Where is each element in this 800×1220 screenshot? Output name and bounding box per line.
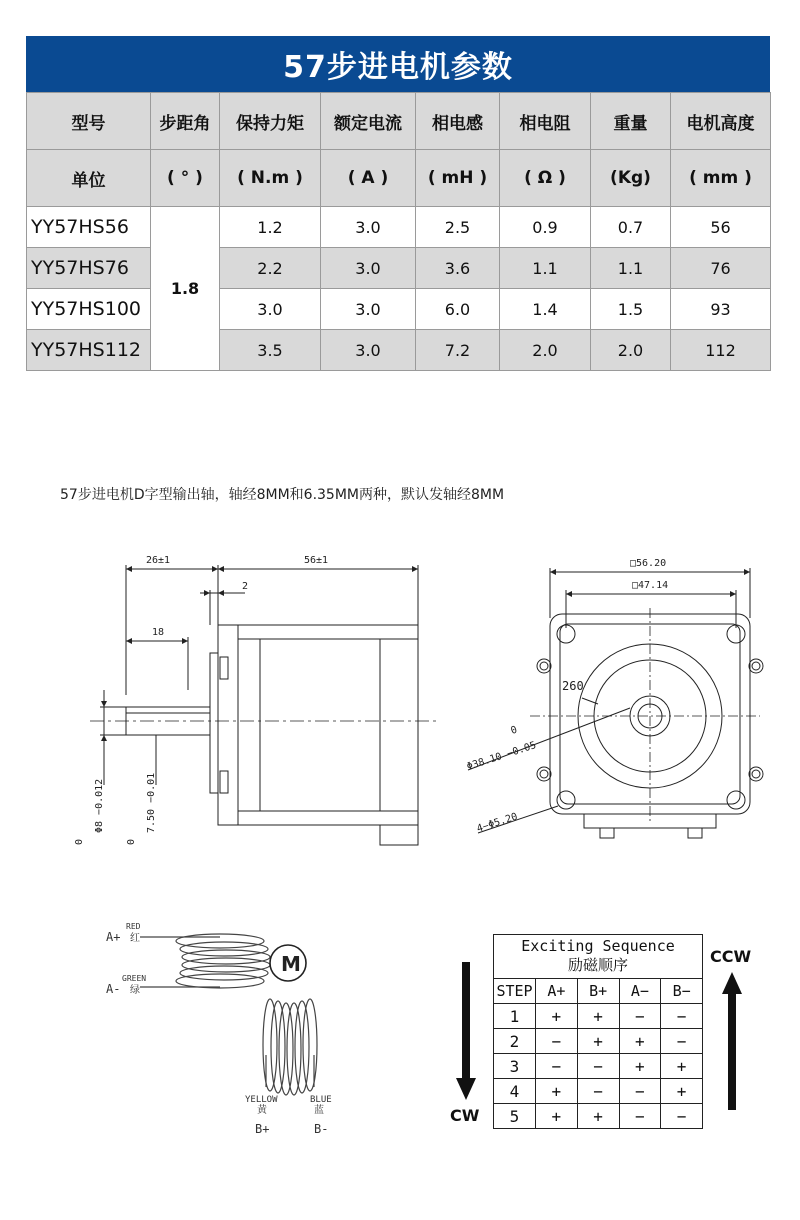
sequence-header-cell: B+ bbox=[577, 979, 619, 1004]
exciting-sequence-table bbox=[493, 934, 703, 1129]
table-row bbox=[27, 248, 771, 289]
wiring-diagram bbox=[100, 915, 360, 1145]
model-cell: YY57HS56 bbox=[27, 207, 151, 248]
unit-cell: ( N.m ) bbox=[220, 150, 321, 207]
step-angle-cell: 1.8 bbox=[151, 207, 220, 371]
cw-label: CW bbox=[450, 1106, 480, 1125]
table-row bbox=[27, 330, 771, 371]
units-row bbox=[27, 150, 771, 207]
sequence-cell: − bbox=[661, 1104, 703, 1129]
sequence-cell: 5 bbox=[494, 1104, 536, 1129]
unit-cell: ( mm ) bbox=[671, 150, 771, 207]
sequence-row bbox=[494, 1079, 703, 1104]
torque-cell: 2.2 bbox=[220, 248, 321, 289]
sequence-title bbox=[493, 934, 703, 978]
sequence-cell: + bbox=[536, 1104, 578, 1129]
dim-hole-diameter: 4−Φ5.20 bbox=[475, 811, 520, 835]
header-cell: 相电感 bbox=[416, 93, 500, 150]
sequence-cell: 2 bbox=[494, 1029, 536, 1054]
sequence-cell: − bbox=[577, 1079, 619, 1104]
a-plus-label: A+ bbox=[106, 930, 121, 944]
sequence-row bbox=[494, 1004, 703, 1029]
dim-boss-diameter: Φ38.10 −0.05 bbox=[465, 740, 538, 773]
inductance-cell: 6.0 bbox=[416, 289, 500, 330]
sequence-cell: + bbox=[661, 1079, 703, 1104]
resistance-cell: 0.9 bbox=[500, 207, 591, 248]
dim-flat-length: 18 bbox=[152, 627, 165, 638]
sequence-cell: − bbox=[536, 1054, 578, 1079]
sequence-row bbox=[494, 1054, 703, 1079]
torque-cell: 1.2 bbox=[220, 207, 321, 248]
dim-shaft-length: 26±1 bbox=[146, 555, 171, 566]
current-cell: 3.0 bbox=[321, 248, 416, 289]
sequence-cell: + bbox=[577, 1104, 619, 1129]
spec-table bbox=[26, 36, 770, 371]
dim-flat-depth: 7.50 −0.01 bbox=[146, 772, 157, 833]
dim-boss-top: 0 bbox=[509, 724, 519, 737]
torque-cell: 3.5 bbox=[220, 330, 321, 371]
header-cell: 电机高度 bbox=[671, 93, 771, 150]
ccw-label: CCW bbox=[710, 947, 752, 966]
current-cell: 3.0 bbox=[321, 207, 416, 248]
sequence-cell: + bbox=[619, 1029, 661, 1054]
current-cell: 3.0 bbox=[321, 330, 416, 371]
sequence-cell: − bbox=[619, 1104, 661, 1129]
sequence-cell: − bbox=[536, 1029, 578, 1054]
height-cell: 76 bbox=[671, 248, 771, 289]
model-cell: YY57HS100 bbox=[27, 289, 151, 330]
sequence-cell: 3 bbox=[494, 1054, 536, 1079]
table-row bbox=[27, 207, 771, 248]
header-cell: 型号 bbox=[27, 93, 151, 150]
inductance-cell: 2.5 bbox=[416, 207, 500, 248]
blue-cn-label: 蓝 bbox=[314, 1105, 324, 1116]
green-cn-label: 绿 bbox=[130, 985, 140, 996]
inductance-cell: 7.2 bbox=[416, 330, 500, 371]
dim-shaft-dia-top: 0 bbox=[74, 838, 85, 845]
b-plus-label: B+ bbox=[255, 1122, 270, 1136]
sequence-cell: − bbox=[619, 1079, 661, 1104]
weight-cell: 1.1 bbox=[591, 248, 671, 289]
header-cell: 保持力矩 bbox=[220, 93, 321, 150]
green-label: GREEN bbox=[122, 974, 147, 983]
yellow-label: YELLOW bbox=[245, 1095, 278, 1105]
sequence-title-en: Exciting Sequence bbox=[521, 937, 675, 955]
dim-shaft-diameter: Φ8 −0.012 bbox=[94, 778, 105, 833]
sequence-header-cell: B− bbox=[661, 979, 703, 1004]
sequence-title-cn: 励磁顺序 bbox=[567, 956, 628, 974]
sequence-header-row bbox=[494, 979, 703, 1004]
dim-flange: 2 bbox=[242, 581, 249, 592]
unit-cell: ( A ) bbox=[321, 150, 416, 207]
current-cell: 3.0 bbox=[321, 289, 416, 330]
red-label: RED bbox=[126, 922, 141, 931]
a-minus-label: A- bbox=[106, 982, 121, 996]
dim-hole-square: □47.14 bbox=[632, 580, 669, 591]
red-cn-label: 红 bbox=[130, 933, 140, 944]
header-cell: 重量 bbox=[591, 93, 671, 150]
unit-cell: (Kg) bbox=[591, 150, 671, 207]
sequence-row bbox=[494, 1029, 703, 1054]
sequence-header-cell: A− bbox=[619, 979, 661, 1004]
header-cell: 步距角 bbox=[151, 93, 220, 150]
sequence-cell: + bbox=[536, 1079, 578, 1104]
sequence-grid bbox=[493, 978, 703, 1129]
weight-cell: 1.5 bbox=[591, 289, 671, 330]
unit-cell: ( mH ) bbox=[416, 150, 500, 207]
model-cell: YY57HS76 bbox=[27, 248, 151, 289]
resistance-cell: 2.0 bbox=[500, 330, 591, 371]
shaft-note: 57步进电机D字型输出轴，轴经8MM和6.35MM两种，默认发轴经8MM bbox=[60, 487, 505, 503]
front-view-drawing bbox=[460, 548, 770, 848]
sequence-cell: + bbox=[577, 1004, 619, 1029]
spec-title: 57步进电机参数 bbox=[26, 36, 770, 92]
b-minus-label: B- bbox=[314, 1122, 329, 1136]
motor-symbol: M bbox=[281, 952, 301, 976]
dim-body-length: 56±1 bbox=[304, 555, 329, 566]
resistance-cell: 1.4 bbox=[500, 289, 591, 330]
table-row bbox=[27, 289, 771, 330]
weight-cell: 0.7 bbox=[591, 207, 671, 248]
dim-260: 260 bbox=[562, 679, 584, 693]
model-cell: YY57HS112 bbox=[27, 330, 151, 371]
height-cell: 112 bbox=[671, 330, 771, 371]
sequence-cell: 1 bbox=[494, 1004, 536, 1029]
cw-arrow-icon bbox=[454, 962, 478, 1102]
sequence-cell: 4 bbox=[494, 1079, 536, 1104]
sequence-cell: + bbox=[577, 1029, 619, 1054]
height-cell: 93 bbox=[671, 289, 771, 330]
sequence-cell: − bbox=[661, 1004, 703, 1029]
resistance-cell: 1.1 bbox=[500, 248, 591, 289]
unit-cell: ( ° ) bbox=[151, 150, 220, 207]
yellow-cn-label: 黄 bbox=[257, 1105, 267, 1116]
inductance-cell: 3.6 bbox=[416, 248, 500, 289]
header-row bbox=[27, 93, 771, 150]
unit-cell: ( Ω ) bbox=[500, 150, 591, 207]
sequence-header-cell: A+ bbox=[536, 979, 578, 1004]
weight-cell: 2.0 bbox=[591, 330, 671, 371]
sequence-header-cell: STEP bbox=[494, 979, 536, 1004]
side-view-drawing bbox=[60, 545, 450, 855]
header-cell: 额定电流 bbox=[321, 93, 416, 150]
sequence-cell: + bbox=[536, 1004, 578, 1029]
ccw-arrow-icon bbox=[720, 972, 744, 1112]
blue-label: BLUE bbox=[310, 1095, 332, 1105]
sequence-cell: + bbox=[619, 1054, 661, 1079]
spec-grid bbox=[26, 92, 771, 371]
sequence-cell: + bbox=[661, 1054, 703, 1079]
unit-cell: 单位 bbox=[27, 150, 151, 207]
sequence-row bbox=[494, 1104, 703, 1129]
height-cell: 56 bbox=[671, 207, 771, 248]
dim-flat-top: 0 bbox=[126, 838, 137, 845]
sequence-cell: − bbox=[619, 1004, 661, 1029]
dim-body-square: □56.20 bbox=[630, 558, 667, 569]
sequence-cell: − bbox=[577, 1054, 619, 1079]
torque-cell: 3.0 bbox=[220, 289, 321, 330]
sequence-cell: − bbox=[661, 1029, 703, 1054]
header-cell: 相电阻 bbox=[500, 93, 591, 150]
